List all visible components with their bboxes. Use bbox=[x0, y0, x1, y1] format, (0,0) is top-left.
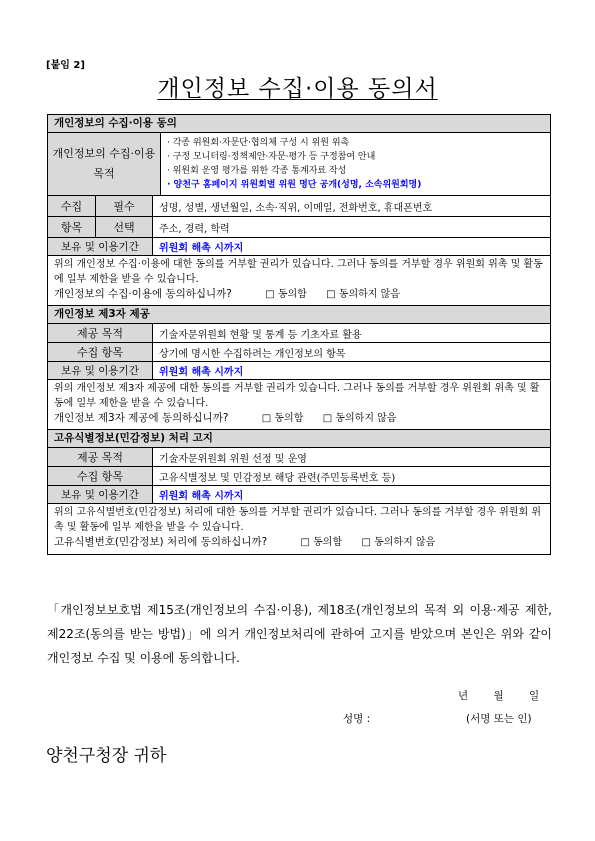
required-value: 성명, 성별, 생년월일, 소속·직위, 이메일, 전화번호, 휴대폰번호 bbox=[159, 202, 433, 214]
section3-header: 고유식별정보(민감정보) 처리 고지 bbox=[48, 430, 550, 448]
section3-items-row bbox=[48, 467, 550, 486]
items-label: 수집 항목 bbox=[48, 467, 153, 485]
retention-value: 위원회 해촉 시까지 bbox=[159, 491, 244, 502]
legal-statement: 「개인정보보호법 제15조(개인정보의 수집·이용), 제18조(개인정보의 목적 외 이용·제공 제한, 제22조(동의를 받는 방법)」에 의거 개인정보처리에 관하여 고지를 받았으며 본인은 위와 같이 개인정보 수집 및 이용에 동의합니다. bbox=[47, 603, 552, 665]
date-line[interactable]: 년 월 일 bbox=[458, 690, 540, 702]
disagree-checkbox[interactable]: □ 동의하지 않음 bbox=[361, 537, 436, 548]
purpose-value: 기술자문위원회 위원 선정 및 운영 bbox=[159, 453, 307, 465]
section3-retention-row bbox=[48, 486, 550, 504]
agree-checkbox[interactable]: □ 동의함 bbox=[300, 537, 343, 548]
consent-question-line bbox=[54, 287, 544, 303]
purpose-value: 기술자문위원회 현황 및 통계 등 기초자료 활용 bbox=[159, 329, 362, 341]
consent-form bbox=[47, 114, 551, 555]
attachment-label: [붙임 2] bbox=[46, 60, 85, 71]
consent-question: 개인정보 제3자 제공에 동의하십니까? bbox=[54, 412, 229, 424]
section2-notice: 위의 개인정보 제3자 제공에 대한 동의를 거부할 권리가 있습니다. 그러나 동의를 거부할 경우 위원회 위촉 및 활동에 일부 제한을 받을 수 있습니다. 개인정보 제3자 제공에 동의하십니까? □ 동의함 □ 동의하지 않음 bbox=[48, 380, 550, 430]
section2-retention-row bbox=[48, 362, 550, 380]
section1-header: 개인정보의 수집·이용 동의 bbox=[48, 115, 550, 133]
section1-purpose-row bbox=[48, 133, 550, 196]
section1-purpose-label: 개인정보의 수집·이용 목적 bbox=[48, 133, 161, 195]
section1-purpose-list bbox=[161, 133, 550, 195]
document-title: 개인정보 수집·이용 동의서 bbox=[157, 76, 438, 102]
retention-label: 보유 및 이용기간 bbox=[48, 362, 153, 379]
items-label: 수집 항목 bbox=[48, 343, 153, 361]
section1-retention-row bbox=[48, 238, 550, 256]
required-label: 필수 bbox=[96, 196, 153, 216]
section1-notice: 위의 개인정보 수집·이용에 대한 동의를 거부할 권리가 있습니다. 그러나 동의를 거부할 경우 위원회 위촉 및 활동에 일부 제한을 받을 수 있습니다. 개인정보의 수집·이용에 동의하십니까? □ 동의함 □ 동의하지 않음 bbox=[48, 256, 550, 306]
agree-checkbox[interactable]: □ 동의함 bbox=[261, 413, 304, 424]
purpose-item-highlight: · 양천구 홈페이지 위원회별 위원 명단 공개(성명, 소속위원회명) bbox=[167, 180, 422, 190]
section3-notice: 위의 고유식별번호(민감정보) 처리에 대한 동의를 거부할 권리가 있습니다. 그러나 동의를 거부할 경우 위원회 위촉 및 활동에 일부 제한을 받을 수 있습니다. 고유식별번호(민감정보) 처리에 동의하십니까? □ 동의함 □ 동의하지 않음 bbox=[48, 504, 550, 554]
consent-question: 고유식별번호(민감정보) 처리에 동의하십니까? bbox=[54, 536, 268, 548]
consent-question-line bbox=[54, 535, 544, 551]
disagree-checkbox[interactable]: □ 동의하지 않음 bbox=[322, 413, 397, 424]
section1-items-label: 수집 항목 bbox=[48, 196, 96, 237]
optional-value: 주소, 경력, 학력 bbox=[159, 223, 230, 235]
purpose-item: · 위원회 운영 평가를 위한 각종 통계자료 작성 bbox=[167, 166, 347, 176]
section1-items-row bbox=[48, 196, 550, 238]
purpose-label: 제공 목적 bbox=[48, 448, 153, 466]
optional-items-row bbox=[96, 217, 550, 237]
disagree-checkbox[interactable]: □ 동의하지 않음 bbox=[326, 289, 400, 300]
signature-field[interactable]: (서명 또는 인) bbox=[466, 713, 532, 725]
items-value: 상기에 명시한 수집하려는 개인정보의 항목 bbox=[159, 348, 346, 360]
retention-value: 위원회 해촉 시까지 bbox=[159, 243, 244, 254]
section2-purpose-row bbox=[48, 324, 550, 343]
retention-label: 보유 및 이용기간 bbox=[48, 238, 153, 255]
purpose-label: 제공 목적 bbox=[48, 324, 153, 342]
addressee: 양천구청장 귀하 bbox=[46, 746, 167, 766]
section3-purpose-row bbox=[48, 448, 550, 467]
agree-checkbox[interactable]: □ 동의함 bbox=[265, 289, 307, 300]
purpose-item: · 각종 위원회·자문단·협의체 구성 시 위원 위촉 bbox=[167, 138, 350, 148]
signature-label: 성명 : bbox=[343, 713, 371, 725]
items-value: 고유식별정보 및 민감정보 해당 관련(주민등록번호 등) bbox=[159, 472, 396, 484]
section2-items-row bbox=[48, 343, 550, 362]
required-items-row bbox=[96, 196, 550, 217]
optional-label: 선택 bbox=[96, 217, 153, 237]
consent-question-line bbox=[54, 411, 544, 427]
retention-label: 보유 및 이용기간 bbox=[48, 486, 153, 503]
retention-value: 위원회 해촉 시까지 bbox=[159, 367, 244, 378]
section2-header: 개인정보 제3자 제공 bbox=[48, 306, 550, 324]
consent-question: 개인정보의 수집·이용에 동의하십니까? bbox=[54, 288, 232, 300]
purpose-item: · 구정 모니터링·정책제안·자문·평가 등 구정참여 안내 bbox=[167, 152, 376, 162]
